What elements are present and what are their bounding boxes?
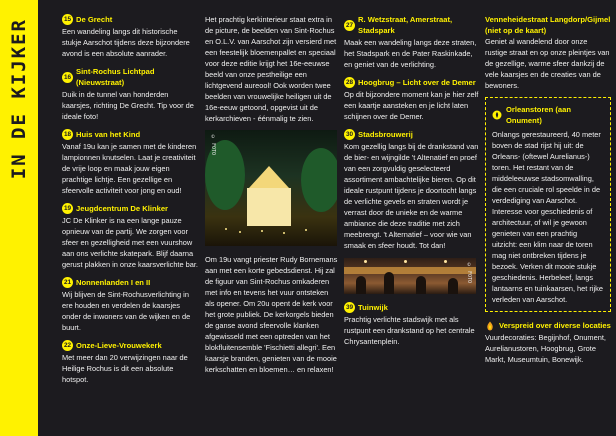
entry-title: Onze-Lieve-Vrouwekerk: [76, 341, 162, 350]
entry-text: Met meer dan 20 verwijzingen naar de Heilige Rochus is dit een absolute hotspot.: [62, 353, 188, 384]
entry-stadsbrouwerij: [344, 129, 480, 251]
entry-text: Op dit bijzondere moment kan je hier zelf een kaartje aansteken en je licht laten schijnen over de Demer.: [344, 90, 479, 121]
spread-title: Verspreid over diverse locaties: [499, 321, 611, 330]
column-4: [485, 14, 611, 365]
entry-lichtpad: [62, 66, 198, 122]
fire-icon: [485, 321, 495, 331]
chapel-roof: [249, 166, 289, 188]
column-3: [344, 14, 480, 354]
lamp: [404, 260, 407, 263]
entry-head: [62, 277, 198, 288]
entry-head: [62, 129, 198, 140]
sidebar-stripe: [0, 0, 38, 436]
sidebar: [0, 0, 46, 436]
entry-de-klinker: [62, 203, 198, 270]
section-title: IN DE KIJKER: [8, 18, 30, 180]
church-night-photo: [205, 130, 337, 246]
person-silhouette: [384, 272, 394, 294]
entry-text: Wij blijven de Sint-Rochusverlichting in ere houden en verdelen de kaarsjes onder de inwoners van de wijken en de buurt.: [62, 290, 191, 332]
entry-olv-kerk: [62, 340, 198, 385]
entry-text: Maak een wandeling langs deze straten, het Stadspark en de Pater Raskinkade, en geniet van de verlichting.: [344, 38, 477, 69]
venneheide-text: Geniet al wandelend door onze rustige straat en op onze pleintjes van de gezellige, warme sfeer dankzij de vele kaarsjes en de creaties van de bewoners.: [485, 37, 610, 90]
entry-text: Een wandeling langs dit historische stukje Aarschot tijdens deze bijzondere avond is een absolute aanrader.: [62, 27, 190, 58]
spread-head: [485, 320, 611, 331]
flame-icon: [492, 110, 502, 120]
entry-tuinwijk: [344, 302, 480, 347]
entry-head: [62, 14, 198, 25]
person-silhouette: [356, 276, 366, 294]
bar-shelf: [344, 267, 476, 274]
entry-text: Prachtig verlichte stadswijk met als rustpunt een drankstand op het centrale Chrysantenplein.: [344, 315, 475, 346]
entry-title: Sint-Rochus Lichtpad (Nieuwstraat): [76, 67, 155, 87]
entry-number-badge: 21: [63, 279, 72, 286]
candle-light: [305, 229, 307, 231]
entry-title: Hoogbrug – Licht over de Demer: [358, 78, 476, 87]
person-silhouette: [448, 278, 458, 294]
entry-number-badge: 19: [63, 205, 72, 212]
orleanstoren-box: [485, 97, 611, 312]
bar-photo: [344, 258, 476, 294]
lamp: [364, 260, 367, 263]
entry-head: [62, 203, 198, 214]
entry-text: JC De Klinker is na een lange pauze opnieuw van de partij. We zorgen voor sfeer en gezelligheid met een vuurshow aan ons verlichte skatepark. Blijf daarna gerust plakken in onze kaarsverlichte bar.: [62, 216, 198, 269]
entry-text: Vanaf 19u kan je samen met de kinderen lampionnen knutselen. Laat je creativiteit de vrije loop en maak jouw eigen prachtige lichtje. Een gezellige en sfeervolle activiteit voor jong en oud!: [62, 142, 197, 195]
entry-number-badge: 39: [345, 304, 354, 311]
entry-title: Jeugdcentrum De Klinker: [76, 204, 168, 213]
entry-head: [344, 77, 480, 88]
entry-number-badge: 18: [63, 131, 72, 138]
entry-head: [344, 302, 480, 313]
photo-credit: © FOTO: [210, 134, 216, 156]
entry-nonnenlanden: [62, 277, 198, 333]
candle-light: [239, 231, 241, 233]
entry-number-badge: 22: [63, 342, 72, 349]
candle-light: [225, 228, 227, 230]
church-paragraph-1: Het prachtig kerkinterieur staat extra in de picture, de beelden van Sint-Rochus en O.L.V. van Aarschot zijn versierd met een feestelijk bloemenpallet en speciaal voor deze editie krijgt het 16e-eeuwse beeld van onze pestheilige een lichtgevend aureool! Ook worden twee beelden van vrouwelijke heiligen uit de 16e-eeuw getoond, opgevist uit de kerkarchieven - éénmalig te zien.: [205, 15, 337, 123]
entry-de-grecht: [62, 14, 198, 59]
person-silhouette: [416, 276, 426, 294]
box-title: Orleanstoren (aan Onument): [506, 105, 571, 125]
box-head: [492, 104, 604, 126]
column-1: [62, 14, 198, 392]
venneheide-title: Venneheidestraat Langdorp/Gijmel (niet op de kaart): [485, 15, 611, 35]
chapel-walls: [247, 188, 291, 226]
spread-text: Vuurdecoraties: Begijnhof, Onument, Aurelianustoren, Hoogbrug, Grote Markt, Museumtuin, Bonewijk.: [485, 333, 606, 364]
entry-head: [344, 129, 480, 140]
church-paragraph-2: Om 19u vangt priester Rudy Bornemans aan met een korte gebedsdienst. Hij zal de figuur van Sint-Rochus omkaderen met info en tevens het vuur ontsteken als opener. Om 20u opent de kerk voor het grote publiek. De kerkorgels bieden de ganse avond sfeervolle klanken afgewisseld met een optreden van het blokfluitensemble 'Fischietti allegri'. Een kaarsje branden, genieten van de mooie kerkschatten en bloemen… en relaxen!: [205, 255, 338, 374]
entry-title: Nonnenlanden I en II: [76, 278, 151, 287]
entry-text: Kom gezellig langs bij de drankstand van de bier- en wijngilde 't Altenatief en proef van een zorgvuldig geselecteerd assortiment ambachtelijke bieren. Op dit ideale rustpunt tijdens je doortocht langs de verlichte gevels en straten wordt je verrast door de unieke en de warme ambiance die deze traditie met zich meebrengt. 't Alternatief – voor wie van smaak en sfeer houdt. Tot dan!: [344, 142, 479, 250]
entry-head: [344, 14, 480, 36]
entry-number-badge: 30: [345, 131, 354, 138]
entry-number-badge: 28: [345, 79, 354, 86]
entry-number-badge: 16: [63, 73, 72, 81]
candle-light: [283, 232, 285, 234]
candle-light: [261, 230, 263, 232]
entry-number-badge: 27: [345, 21, 354, 29]
entry-number-badge: 15: [63, 16, 72, 23]
entry-title: De Grecht: [76, 15, 113, 24]
chapel-shape: [243, 166, 295, 226]
entry-title: R. Wetzstraat, Amerstraat, Stadspark: [358, 15, 453, 35]
entry-title: Tuinwijk: [358, 303, 388, 312]
entry-head: [62, 340, 198, 351]
column-2: [205, 14, 338, 375]
entry-huis-van-het-kind: [62, 129, 198, 196]
lamp: [444, 260, 447, 263]
photo-credit: © FOTO: [466, 262, 472, 284]
entry-title: Huis van het Kind: [76, 130, 141, 139]
entry-title: Stadsbrouwerij: [358, 130, 413, 139]
entry-hoogbrug: [344, 77, 480, 122]
box-text: Onlangs gerestaureerd, 40 meter boven de stad rijst hij uit: de Orleans- (oftewel Aurelianus-) toren. Het restant van de middeleeuwse stadsomwalling, die een cruciale rol speelde in de verdediging van Aarschot. Interesse voor geschiedenis of architectuur, of wil je gewoon genieten van een prachtig uitzicht: een klim naar de toren mag niet ontbreken tijdens je bezoek. Verken dit mooie stukje geschiedenis. Herbeleef, langs lantaarns en tuinkaarsen, het rijke verleden van Aarschot.: [492, 130, 603, 304]
tree-shape: [301, 148, 337, 212]
entry-text: Duik in de tunnel van honderden kaarsjes, richting De Grecht. Tip voor de ideale foto!: [62, 90, 194, 121]
entry-wetzstraat: [344, 14, 480, 70]
entry-head: [62, 66, 198, 88]
